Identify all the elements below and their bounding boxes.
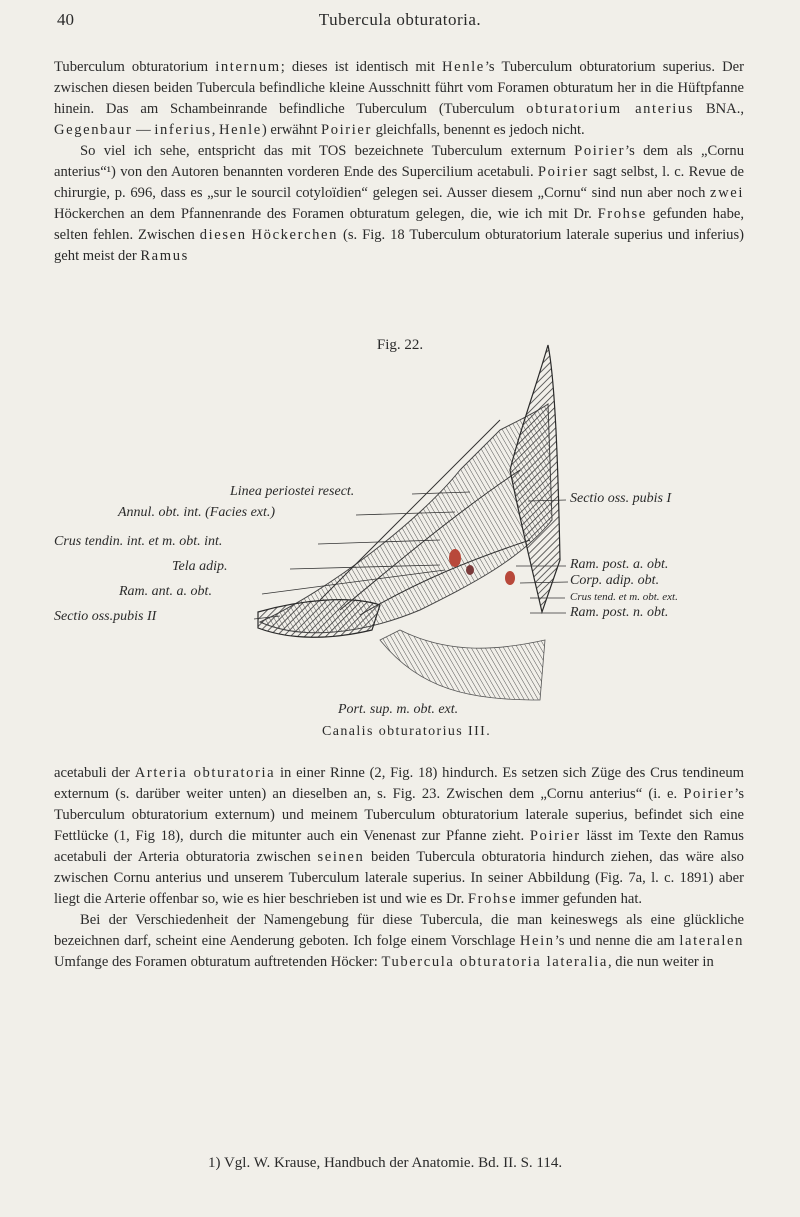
text-run: ’s Tuberculum obturatorium externum) und meinem Tuberculum obturatorium laterale superius, befindet sich eine Fettlücke (1, Fig 18), durch die mitunter auch ein Venenast zur Pfanne zieht.: [54, 786, 744, 844]
label-annul-obt: Annul. obt. int. (Facies ext.): [118, 505, 276, 520]
spaced-name: diesen: [199, 227, 247, 243]
spaced-name: Poirier: [537, 164, 589, 180]
spaced-name: Hein: [519, 933, 555, 949]
spaced-name: Poirier: [321, 122, 372, 138]
text-run: Höckerchen an dem Pfannenrande des Foramen obturatum gelegen, die, wie ich mit Dr.: [54, 206, 598, 222]
text-run: immer gefunden hat.: [517, 891, 643, 907]
text-run: in einer Rinne (2, Fig. 18) hindurch. Es setzen sich Züge des Crus tendineum externum (s. darüber weiter unten) an dieselben an, s. Fig. 23. Zwischen dem „Cornu anterius“ (i. e.: [54, 765, 744, 802]
text-run: ,: [211, 122, 219, 138]
running-title: Tubercula obturatoria.: [318, 10, 482, 29]
label-sectio-ii: Sectio oss.pubis II: [54, 609, 157, 624]
spaced-name: Gegenbaur: [54, 122, 133, 138]
text-run: beiden Tubercula obturatoria hindurch ziehen, das wäre also zwischen Cornu anterius und unserem Tuberculum laterale superius. In seiner Abbildung (Fig. 7a, l. c. 1891) aber liegt die Arterie offenbar so, wie es hier beschrieben ist und wie es Dr.: [54, 849, 744, 907]
text-run: ; dieses ist identisch mit: [280, 59, 443, 75]
label-ram-post-n: Ram. post. n. obt.: [570, 605, 669, 620]
fibrous-tissue: [260, 404, 552, 633]
spaced-name: obturatorium anterius: [526, 101, 695, 117]
label-linea-periostei: Linea periostei resect.: [230, 484, 355, 499]
paragraph: [54, 910, 744, 973]
page-number: 40: [57, 10, 74, 29]
label-sectio-i: Sectio oss. pubis I: [570, 491, 672, 506]
text-run: ’s und nenne die am: [554, 933, 680, 949]
label-tela-adip: Tela adip.: [172, 559, 228, 574]
text-run: Bei der Verschiedenheit der Namengebung für diese Tubercula, die man keineswegs als eine glückliche bezeichnen darf, scheint eine Aenderung geboten. Ich folge einem Vorschlage: [54, 912, 744, 949]
spaced-name: Tubercula obturatoria lateralia: [381, 954, 608, 970]
text-run: (s. Fig. 18 Tuberculum obturatorium laterale superius und inferius) geht meist der: [54, 227, 744, 264]
text-run: gleichfalls, benennt es jedoch nicht.: [371, 122, 585, 138]
bone-section-i: [510, 345, 560, 612]
text-run: —: [132, 122, 155, 138]
spaced-name: Poirier: [683, 786, 735, 802]
text-run: acetabuli der: [54, 765, 135, 781]
text-run: ) erwähnt: [261, 122, 322, 138]
paragraph: [54, 763, 744, 910]
text-run: ’s dem als „Cornu anterius“¹) von den Autoren benannten vorderen Ende des Supercilium acetabuli.: [54, 143, 744, 180]
muscle-fibres: [380, 630, 545, 700]
spaced-name: Höckerchen: [251, 227, 339, 243]
spaced-name: seinen: [317, 849, 365, 865]
spaced-name: Henle: [442, 59, 485, 75]
text-run: BNA.,: [694, 101, 744, 117]
label-corp-adip: Corp. adip. obt.: [570, 573, 660, 588]
text-run: gefunden habe, selten fehlen. Zwischen: [54, 206, 745, 243]
spaced-name: Ramus: [140, 248, 189, 264]
text-run: Umfange des Foramen obturatum auftretenden Höcker:: [54, 954, 382, 970]
label-ram-ant: Ram. ant. a. obt.: [119, 584, 212, 599]
figure-title: Fig. 22.: [376, 337, 424, 353]
artery-anterior: [449, 549, 461, 567]
label-crus-tend-ext: Crus tend. et m. obt. ext.: [570, 591, 678, 603]
label-ram-post-a: Ram. post. a. obt.: [570, 557, 669, 572]
text-run: Tuberculum obturatorium: [54, 59, 216, 75]
spaced-name: lateralen: [679, 933, 744, 949]
text-run: sagt selbst, l. c. Revue de chirurgie, p. 696, dass es „sur le sourcil cotyloïdien“ gelegen sei. Ausser diesem „Cornu“ sind nun aber noch: [54, 164, 744, 201]
text-run: lässt im Texte den Ramus acetabuli der Arteria obturatoria zwischen: [54, 828, 744, 865]
spaced-name: inferius: [154, 122, 212, 138]
text-run: So viel ich sehe, entspricht das mit TOS bezeichnete Tuberculum externum: [80, 143, 575, 159]
spaced-name: zwei: [710, 185, 744, 201]
spaced-name: Poirier: [529, 828, 581, 844]
spaced-name: Poirier: [574, 143, 626, 159]
label-crus-tendin: Crus tendin. int. et m. obt. int.: [54, 534, 223, 549]
vein: [466, 565, 474, 575]
spaced-name: Henle: [219, 122, 262, 138]
spaced-name: Frohse: [467, 891, 518, 907]
spaced-name: Arteria obturatoria: [134, 765, 276, 781]
artery-posterior: [505, 571, 515, 585]
text-run: ’s Tuberculum obturatorium superius. Der zwischen diesen beiden Tubercula befindliche kleine Ausschnitt führt vom Foramen obturatum her in die Hüftpfanne hinein. Das am Schambeinrande befindliche Tuberculum (Tuberculum: [54, 59, 744, 117]
bone-section-ii: [258, 600, 380, 638]
spaced-name: internum: [215, 59, 281, 75]
label-canalis: Canalis obturatorius III.: [322, 724, 492, 739]
label-port-sup: Port. sup. m. obt. ext.: [338, 702, 459, 717]
spaced-name: Frohse: [597, 206, 647, 222]
footnote: 1) Vgl. W. Krause, Handbuch der Anatomie. Bd. II. S. 114.: [208, 1155, 563, 1171]
text-run: , die nun weiter in: [608, 954, 714, 970]
text-block-bottom: [54, 763, 744, 973]
